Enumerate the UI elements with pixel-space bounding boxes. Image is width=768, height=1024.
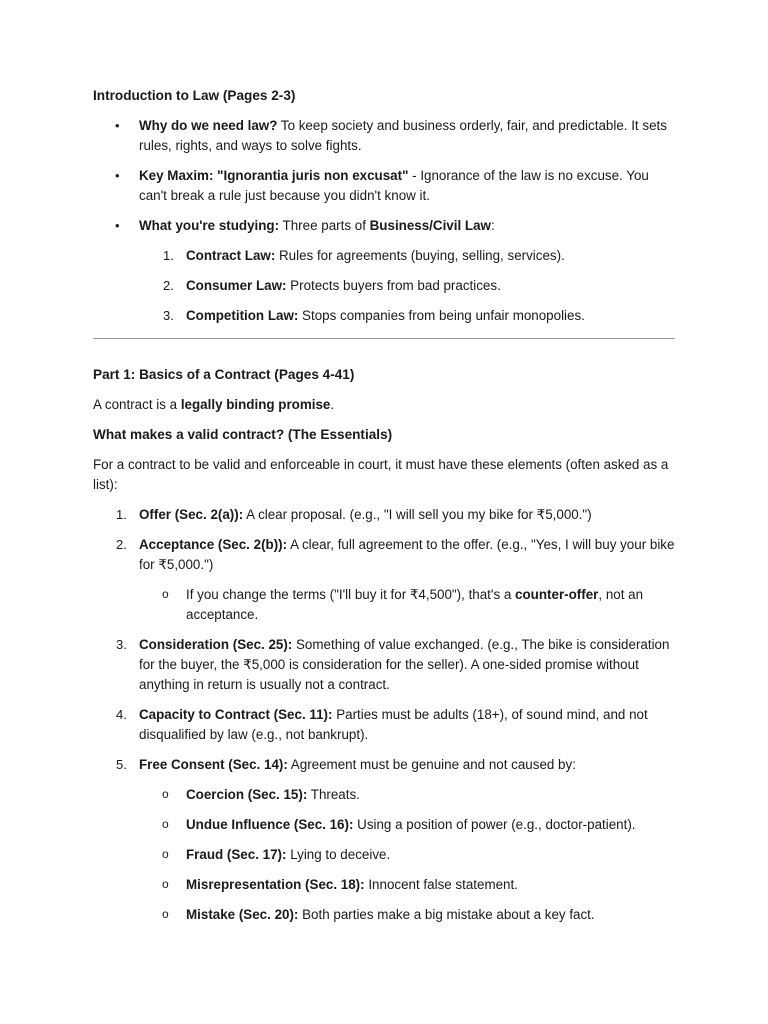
list-number: 4. [116, 707, 127, 722]
bullet-text: - Ignorance of the law is no excuse. You can't break a rule just because you didn't know it. [139, 168, 649, 203]
list-number: 1. [116, 507, 127, 522]
bullet-bold: Key Maxim: "Ignorantia juris non excusat" [139, 168, 409, 183]
definition-suffix: . [330, 397, 335, 412]
sub-text: If you change the terms ("I'll buy it for ₹4,500"), that's a [186, 587, 516, 602]
consent-sub-item [93, 785, 678, 805]
essential-item-acceptance [93, 535, 678, 575]
bullet-bold-law: Business/Civil Law [369, 218, 491, 233]
list-number: 3. [116, 637, 127, 652]
bullet-key-maxim [93, 166, 678, 206]
sub-bold: counter-offer [515, 587, 599, 602]
essential-item-offer [93, 505, 678, 525]
intro-bullet-list [93, 116, 678, 236]
sub-bullet-marker: o [162, 587, 169, 601]
bullet-text-end: : [490, 218, 495, 233]
list-number: 3. [163, 308, 174, 323]
section-divider [93, 338, 675, 339]
sub-bullet-marker: o [162, 817, 169, 831]
law-part-text: Rules for agreements (buying, selling, services). [275, 248, 565, 263]
sub-bold: Mistake (Sec. 20): [186, 907, 299, 922]
bullet-bold: Why do we need law? [139, 118, 278, 133]
law-part-item [93, 276, 678, 296]
essential-bold: Offer (Sec. 2(a)): [139, 507, 244, 522]
definition-bold: legally binding promise [180, 397, 331, 412]
essential-item-consideration [93, 635, 678, 695]
bullet-text: To keep society and business orderly, fair, and predictable. It sets rules, rights, and ways to solve fights. [139, 118, 667, 153]
sub-bold: Fraud (Sec. 17): [186, 847, 287, 862]
consent-sub-item [93, 875, 678, 895]
essentials-list [93, 505, 678, 575]
contract-definition [93, 395, 678, 415]
sub-text: Using a position of power (e.g., doctor-patient). [353, 817, 636, 832]
essential-bold: Free Consent (Sec. 14): [139, 757, 288, 772]
bullet-why-law [93, 116, 678, 156]
definition-prefix: A contract is a [93, 397, 181, 412]
law-part-text: Stops companies from being unfair monopolies. [298, 308, 585, 323]
law-part-item [93, 246, 678, 266]
sub-bold: Undue Influence (Sec. 16): [186, 817, 354, 832]
essential-bold: Acceptance (Sec. 2(b)): [139, 537, 288, 552]
bullet-bold: What you're studying: [139, 218, 280, 233]
consent-sub-item [93, 905, 678, 925]
essential-text: Something of value exchanged. (e.g., The bike is consideration for the buyer, the ₹5,000 is consideration for the seller). A one-sided promise without anything in return is usually not a contract. [139, 637, 670, 692]
sub-text: Lying to deceive. [286, 847, 391, 862]
sub-bullet-marker: o [162, 787, 169, 801]
essential-text: Parties must be adults (18+), of sound mind, and not disqualified by law (e.g., not bankrupt). [139, 707, 648, 742]
list-number: 1. [163, 248, 174, 263]
bullet-text: Three parts of [279, 218, 370, 233]
essential-item-capacity [93, 705, 678, 745]
acceptance-sub-list [93, 585, 678, 625]
law-part-bold: Consumer Law: [186, 278, 287, 293]
sub-text-end: , not an acceptance. [186, 587, 644, 622]
law-part-item [93, 306, 678, 326]
law-part-bold: Contract Law: [186, 248, 276, 263]
consent-sub-item [93, 815, 678, 835]
sub-text: Both parties make a big mistake about a key fact. [298, 907, 595, 922]
list-number: 2. [116, 537, 127, 552]
essential-bold: Consideration (Sec. 25): [139, 637, 293, 652]
counter-offer-item [93, 585, 678, 625]
law-part-bold: Competition Law: [186, 308, 299, 323]
law-part-text: Protects buyers from bad practices. [286, 278, 501, 293]
sub-bold: Misrepresentation (Sec. 18): [186, 877, 365, 892]
intro-heading: Introduction to Law (Pages 2-3) [93, 88, 296, 103]
sub-bullet-marker: o [162, 877, 169, 891]
list-number: 5. [116, 757, 127, 772]
sub-text: Threats. [307, 787, 360, 802]
list-number: 2. [163, 278, 174, 293]
sub-bullet-marker: o [162, 847, 169, 861]
sub-bold: Coercion (Sec. 15): [186, 787, 308, 802]
essentials-list-continued [93, 635, 678, 775]
essentials-intro: For a contract to be valid and enforceable in court, it must have these elements (often asked as a list): [93, 457, 669, 492]
essential-text: A clear, full agreement to the offer. (e.g., "Yes, I will buy your bike for ₹5,000.") [139, 537, 675, 572]
free-consent-sub-list [93, 785, 678, 925]
essential-text: A clear proposal. (e.g., "I will sell you my bike for ₹5,000.") [243, 507, 592, 522]
part1-heading: Part 1: Basics of a Contract (Pages 4-41) [93, 367, 355, 382]
consent-sub-item [93, 845, 678, 865]
document-page [93, 86, 678, 925]
essential-bold: Capacity to Contract (Sec. 11): [139, 707, 333, 722]
law-parts-list [93, 246, 678, 326]
sub-bullet-marker: o [162, 907, 169, 921]
essential-text: Agreement must be genuine and not caused by: [287, 757, 576, 772]
essentials-heading: What makes a valid contract? (The Essentials) [93, 427, 393, 442]
essential-item-free-consent [93, 755, 678, 775]
bullet-studying [93, 216, 678, 236]
sub-text: Innocent false statement. [364, 877, 518, 892]
